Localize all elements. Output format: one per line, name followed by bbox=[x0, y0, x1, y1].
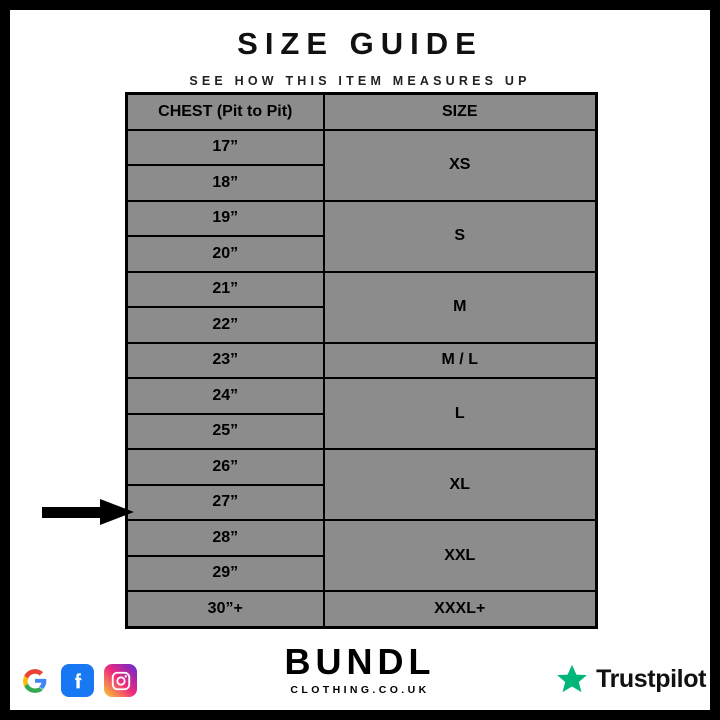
trustpilot-badge[interactable] bbox=[555, 662, 706, 696]
trustpilot-star-icon bbox=[555, 662, 589, 696]
brand-domain: CLOTHING.CO.UK bbox=[290, 684, 430, 696]
table-row bbox=[127, 449, 597, 485]
page-subtitle: SEE HOW THIS ITEM MEASURES UP bbox=[189, 74, 531, 88]
chest-cell: 28” bbox=[127, 520, 324, 556]
table-row bbox=[127, 591, 597, 627]
size-cell-selected: XL bbox=[324, 449, 597, 520]
chest-cell: 17” bbox=[127, 130, 324, 166]
chest-cell: 26” bbox=[127, 449, 324, 485]
size-cell: XXXL+ bbox=[324, 591, 597, 627]
brand-name: BUNDL bbox=[284, 641, 436, 682]
arrow-shaft bbox=[42, 507, 104, 518]
table-row bbox=[127, 378, 597, 414]
table-row bbox=[127, 520, 597, 556]
table-row bbox=[127, 343, 597, 379]
trustpilot-label: Trustpilot bbox=[596, 664, 706, 693]
chest-cell: 24” bbox=[127, 378, 324, 414]
size-table-wrap bbox=[125, 92, 595, 629]
chest-cell: 19” bbox=[127, 201, 324, 237]
size-cell: XS bbox=[324, 130, 597, 201]
table-header-row bbox=[127, 94, 597, 130]
size-guide-card bbox=[10, 10, 710, 710]
size-cell: M / L bbox=[324, 343, 597, 379]
size-cell: L bbox=[324, 378, 597, 449]
selected-row-arrow-icon bbox=[42, 499, 134, 525]
table-row bbox=[127, 201, 597, 237]
table-row bbox=[127, 130, 597, 166]
size-cell: XXL bbox=[324, 520, 597, 591]
size-table bbox=[125, 92, 598, 629]
chest-cell: 29” bbox=[127, 556, 324, 592]
footer bbox=[10, 638, 710, 710]
chest-cell: 30”+ bbox=[127, 591, 324, 627]
arrow-head bbox=[100, 499, 134, 525]
chest-cell: 20” bbox=[127, 236, 324, 272]
column-header-chest: CHEST (Pit to Pit) bbox=[127, 94, 324, 130]
size-cell: M bbox=[324, 272, 597, 343]
chest-cell: 25” bbox=[127, 414, 324, 450]
column-header-size: SIZE bbox=[324, 94, 597, 130]
chest-cell: 18” bbox=[127, 165, 324, 201]
chest-cell: 21” bbox=[127, 272, 324, 308]
size-cell: S bbox=[324, 201, 597, 272]
page-title: SIZE GUIDE bbox=[237, 26, 483, 61]
chest-cell-selected: 27” bbox=[127, 485, 324, 521]
chest-cell: 23” bbox=[127, 343, 324, 379]
chest-cell: 22” bbox=[127, 307, 324, 343]
table-row bbox=[127, 272, 597, 308]
